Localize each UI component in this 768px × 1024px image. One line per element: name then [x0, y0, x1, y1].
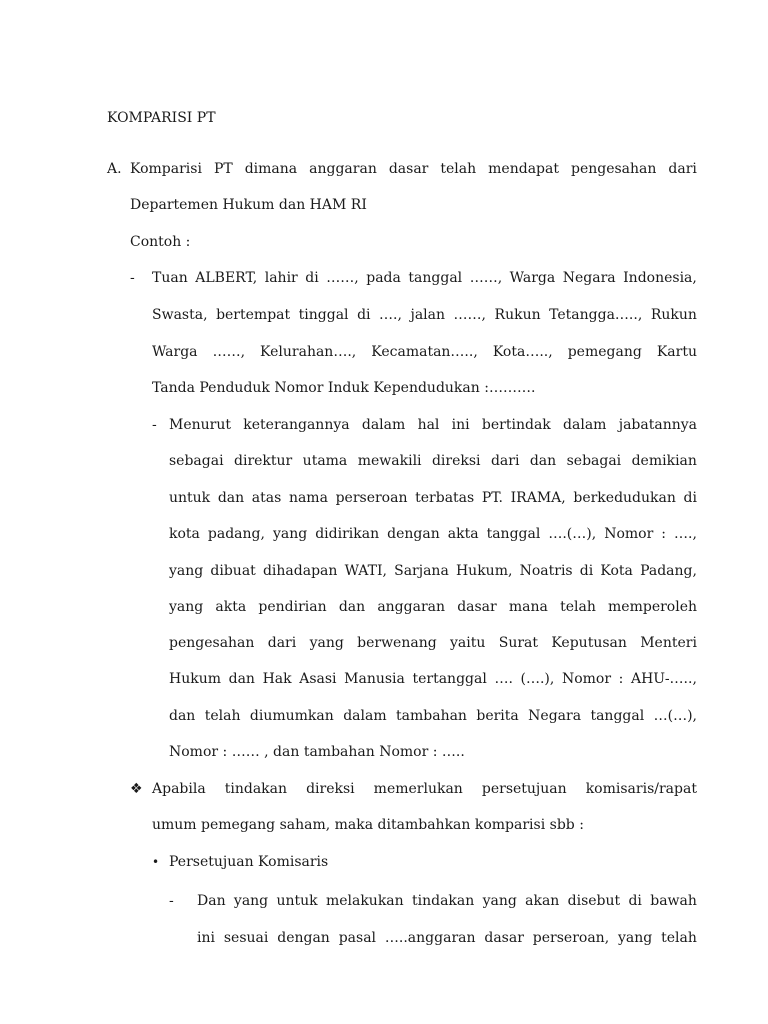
- word: Nomor: [604, 526, 654, 542]
- document-heading: KOMPARISI PT: [107, 110, 216, 126]
- word: dan: [529, 453, 557, 469]
- word: lahir: [264, 270, 298, 286]
- word: Indonesia,: [623, 270, 697, 286]
- word: perseroan,: [532, 930, 610, 946]
- word: AHU-…..,: [630, 671, 697, 687]
- word: Rukun: [650, 307, 697, 323]
- word: Hukum,: [455, 563, 513, 579]
- word: didirikan: [315, 526, 380, 542]
- person-line-2: [152, 305, 697, 325]
- sub-line-5: [169, 561, 697, 581]
- word: ……,: [212, 344, 246, 360]
- word: ini: [197, 930, 215, 946]
- sub-line-8: [169, 669, 697, 689]
- word: PT: [213, 161, 233, 177]
- word: dibuat: [210, 563, 256, 579]
- word: ….(…),: [548, 526, 597, 542]
- word: dari: [490, 453, 520, 469]
- sub-line-3: [169, 488, 697, 508]
- word: Asasi: [299, 671, 337, 687]
- word: bawah: [650, 893, 697, 909]
- section-a-line-2: Departemen Hukum dan HAM RI: [130, 197, 367, 213]
- word: ….: [494, 671, 513, 687]
- word: Hak: [262, 671, 292, 687]
- word: dengan: [277, 930, 330, 946]
- word: persetujuan: [481, 781, 567, 797]
- word: keterangannya: [243, 417, 350, 433]
- word: pendirian: [258, 599, 327, 615]
- word: pengesahan: [169, 635, 255, 651]
- person-line-1: [152, 268, 697, 288]
- sub-line-7: [169, 633, 697, 653]
- bullet-label: Persetujuan Komisaris: [169, 854, 329, 870]
- person-line-3: [152, 342, 697, 362]
- word: utama: [302, 453, 348, 469]
- word: bertempat: [216, 307, 291, 323]
- word: tindakan: [224, 781, 288, 797]
- word: atas: [251, 490, 282, 506]
- word: yang: [309, 635, 344, 651]
- word: (….),: [520, 671, 555, 687]
- word: direksi: [306, 781, 355, 797]
- word: :: [618, 671, 624, 687]
- sub-item-dash: -: [152, 417, 157, 433]
- word: Dan: [197, 893, 226, 909]
- word: untuk: [169, 490, 211, 506]
- word: ini: [451, 417, 470, 433]
- word: dalam: [343, 708, 387, 724]
- final-item-dash: -: [169, 893, 174, 909]
- word: padang,: [207, 526, 265, 542]
- word: Padang,: [640, 563, 697, 579]
- sub-line-9: [169, 706, 697, 726]
- word: dihadapan: [262, 563, 338, 579]
- word: Komparisi: [130, 161, 202, 177]
- word: mana: [508, 599, 548, 615]
- word: pada: [366, 270, 401, 286]
- example-label: Contoh :: [130, 234, 191, 250]
- word: IRAMA,: [510, 490, 566, 506]
- word: di: [683, 490, 697, 506]
- word: PT.: [481, 490, 503, 506]
- word: Warga: [152, 344, 198, 360]
- word: dan: [338, 599, 366, 615]
- word: anggaran: [377, 599, 446, 615]
- word: Keputusan: [551, 635, 627, 651]
- word: dan: [217, 490, 245, 506]
- word: ….,: [674, 526, 697, 542]
- diamond-bullet-icon: ❖: [130, 781, 143, 797]
- word: Kota…..,: [492, 344, 553, 360]
- word: ……,: [326, 270, 359, 286]
- approval-line-2: umum pemegang saham, maka ditambahkan komparisi sbb :: [152, 817, 584, 833]
- word: Warga: [509, 270, 556, 286]
- word: tinggal: [298, 307, 349, 323]
- word: di: [579, 563, 594, 579]
- word: perseroan: [335, 490, 408, 506]
- word: Apabila: [152, 781, 206, 797]
- person-item-dash: -: [130, 270, 135, 286]
- word: pengesahan: [570, 161, 657, 177]
- word: untuk: [276, 893, 318, 909]
- word: mendapat: [488, 161, 559, 177]
- word: tanggal: [408, 270, 463, 286]
- word: dasar: [388, 161, 429, 177]
- word: memerlukan: [373, 781, 463, 797]
- word: telah: [661, 930, 697, 946]
- word: yang: [618, 930, 653, 946]
- word: hal: [417, 417, 440, 433]
- word: Hukum: [169, 671, 222, 687]
- word: yang: [482, 893, 517, 909]
- word: dari: [668, 161, 697, 177]
- word: berkedudukan: [573, 490, 676, 506]
- word: melakukan: [325, 893, 404, 909]
- word: Menurut: [169, 417, 231, 433]
- word: tindakan: [411, 893, 475, 909]
- word: Kelurahan….,: [260, 344, 357, 360]
- word: sebagai: [169, 453, 224, 469]
- sub-line-2: [169, 451, 697, 471]
- word: telah: [560, 599, 596, 615]
- word: dengan: [387, 526, 440, 542]
- word: dasar: [457, 599, 497, 615]
- word: yaitu: [450, 635, 486, 651]
- word: akta: [215, 599, 247, 615]
- word: Kota: [600, 563, 633, 579]
- word: memperoleh: [608, 599, 697, 615]
- word: yang: [272, 526, 308, 542]
- sub-line-4: [169, 524, 697, 544]
- sub-line-1: [169, 415, 697, 435]
- word: akan: [525, 893, 560, 909]
- word: Sarjana: [394, 563, 449, 579]
- word: yang: [169, 563, 204, 579]
- word: jalan: [410, 307, 446, 323]
- word: …(…),: [653, 708, 697, 724]
- word: direksi: [431, 453, 481, 469]
- word: komisaris/rapat: [585, 781, 697, 797]
- word: demikian: [631, 453, 697, 469]
- word: Negara: [562, 270, 616, 286]
- word: Kartu: [656, 344, 697, 360]
- sub-line-6: [169, 597, 697, 617]
- word: dalam: [563, 417, 607, 433]
- word: dimana: [244, 161, 298, 177]
- word: dalam: [361, 417, 406, 433]
- word: tambahan: [396, 708, 467, 724]
- word: tanggal: [590, 708, 645, 724]
- word: Rukun: [494, 307, 541, 323]
- word: :: [661, 526, 666, 542]
- word: WATI,: [344, 563, 387, 579]
- word: pasal: [338, 930, 377, 946]
- word: nama: [288, 490, 328, 506]
- section-a-line-1: [130, 159, 697, 179]
- word: disebut: [567, 893, 621, 909]
- word: tertanggal: [412, 671, 487, 687]
- word: Swasta,: [152, 307, 208, 323]
- word: akta: [447, 526, 479, 542]
- word: Kecamatan…..,: [371, 344, 478, 360]
- section-a-marker: A.: [107, 161, 122, 177]
- word: …..anggaran: [384, 930, 476, 946]
- word: Tuan: [152, 270, 188, 286]
- person-line-4: Tanda Penduduk Nomor Induk Kependudukan :……….: [152, 380, 536, 396]
- word: bertindak: [481, 417, 551, 433]
- word: yang: [233, 893, 269, 909]
- word: jabatannya: [618, 417, 697, 433]
- word: berita: [476, 708, 519, 724]
- word: Negara: [528, 708, 582, 724]
- word: kota: [169, 526, 200, 542]
- final-line-1: [197, 891, 697, 911]
- word: telah: [204, 708, 241, 724]
- word: Nomor: [561, 671, 612, 687]
- word: dan: [169, 708, 196, 724]
- word: ALBERT,: [195, 270, 258, 286]
- word: dan: [228, 671, 255, 687]
- word: Tetangga…..,: [549, 307, 643, 323]
- word: Surat: [498, 635, 539, 651]
- word: berwenang: [357, 635, 437, 651]
- word: Noatris: [519, 563, 573, 579]
- word: di: [357, 307, 371, 323]
- word: sesuai: [223, 930, 269, 946]
- word: ……,: [453, 307, 486, 323]
- word: di: [628, 893, 642, 909]
- word: di: [305, 270, 319, 286]
- word: ……,: [469, 270, 503, 286]
- word: dasar: [484, 930, 524, 946]
- word: Menteri: [640, 635, 697, 651]
- round-bullet-icon: •: [152, 855, 160, 869]
- word: pemegang: [567, 344, 642, 360]
- word: sebagai: [566, 453, 622, 469]
- word: mewakili: [357, 453, 422, 469]
- word: yang: [169, 599, 204, 615]
- word: ….,: [379, 307, 402, 323]
- final-line-2: [197, 928, 697, 948]
- sub-line-10: Nomor : …… , dan tambahan Nomor : …..: [169, 744, 465, 760]
- word: anggaran: [309, 161, 377, 177]
- word: terbatas: [415, 490, 475, 506]
- word: direktur: [234, 453, 293, 469]
- word: telah: [440, 161, 477, 177]
- word: Manusia: [344, 671, 405, 687]
- word: diumumkan: [249, 708, 334, 724]
- word: dari: [267, 635, 297, 651]
- approval-line-1: [152, 779, 697, 799]
- word: tanggal: [486, 526, 541, 542]
